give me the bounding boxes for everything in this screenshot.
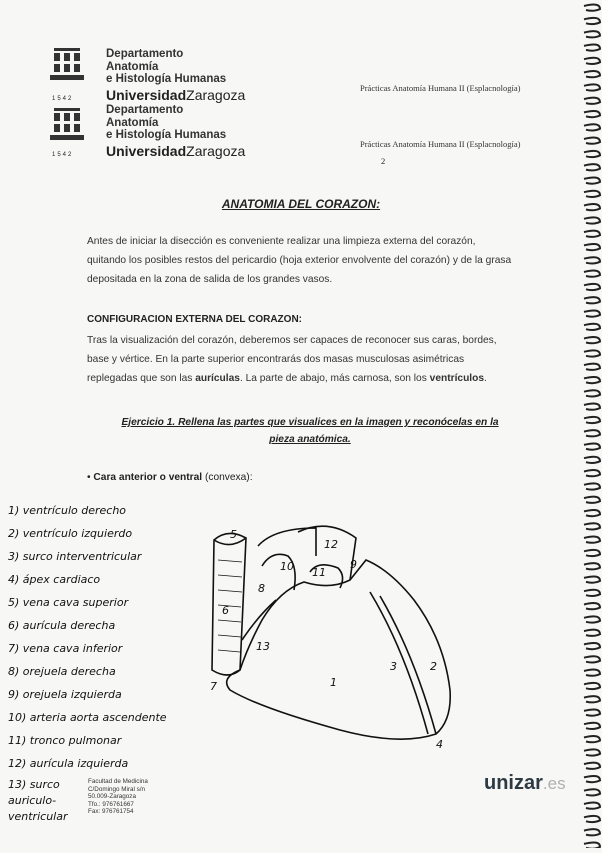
- university-logo: [46, 44, 106, 104]
- page-title: ANATOMIA DEL CORAZON:: [221, 197, 381, 211]
- spiral-binding: [582, 0, 602, 848]
- section-paragraph: Tras la visualización del corazón, deberemos ser capaces de reconocer sus caras, bordes, base y vértice. En la parte superior encontrarás dos masas musculosas asimétricas replegadas que son las aurículas. La parte de abajo, más carnosa, son los ventrículos.: [87, 335, 497, 384]
- spiral-ring: [584, 324, 600, 330]
- spiral-ring: [584, 576, 600, 582]
- spiral-ring: [584, 670, 600, 676]
- exercise-heading: Ejercicio 1. Rellena las partes que visualices en la imagen y reconócelas en la pieza anatómica.: [121, 417, 499, 445]
- answer-13-end: ventricular: [8, 810, 68, 823]
- answer-11: 11) tronco pulmonar: [8, 734, 122, 747]
- spiral-ring: [584, 111, 600, 117]
- spiral-ring: [584, 749, 600, 755]
- spiral-ring: [584, 616, 600, 622]
- diagram-label-6: 6: [222, 604, 229, 617]
- spiral-ring: [584, 443, 600, 449]
- spiral-ring: [584, 404, 600, 410]
- spiral-ring: [584, 244, 600, 250]
- spiral-ring: [584, 58, 600, 64]
- spiral-ring: [584, 483, 600, 489]
- spiral-ring: [584, 523, 600, 529]
- spiral-ring: [584, 590, 600, 596]
- diagram-label-8: 8: [258, 582, 265, 595]
- spiral-ring: [584, 390, 600, 396]
- spiral-ring: [584, 71, 600, 77]
- course-header: Prácticas Anatomía Humana II (Esplacnología): [360, 83, 521, 93]
- answer-3: 3) surco interventricular: [8, 550, 142, 563]
- spiral-ring: [584, 284, 600, 290]
- spiral-ring: [584, 696, 600, 702]
- spiral-ring: [584, 736, 600, 742]
- department-block-repeat: Departamento Anatomía e Histología Humanas UniversidadZaragoza: [106, 104, 246, 159]
- spiral-ring: [584, 231, 600, 237]
- spiral-ring: [584, 44, 600, 50]
- university-name: UniversidadZaragoza: [106, 86, 246, 103]
- diagram-label-10: 10: [280, 560, 294, 573]
- logo-year-repeat: 1542: [52, 152, 74, 158]
- answer-4: 4) ápex cardiaco: [8, 573, 101, 586]
- answer-8: 8) orejuela derecha: [8, 665, 116, 678]
- bullet-cara-anterior: • Cara anterior o ventral (convexa):: [87, 472, 253, 483]
- diagram-label-5: 5: [230, 528, 237, 541]
- unizar-brand: unizar.es: [484, 772, 566, 794]
- spiral-ring: [584, 204, 600, 210]
- spiral-ring: [584, 164, 600, 170]
- spiral-ring: [584, 5, 600, 11]
- diagram-label-13: 13: [256, 640, 270, 653]
- answer-1: 1) ventrículo derecho: [8, 504, 127, 517]
- spiral-ring: [584, 217, 600, 223]
- spiral-ring: [584, 563, 600, 569]
- spiral-ring: [584, 417, 600, 423]
- spiral-ring: [584, 310, 600, 316]
- spiral-ring: [584, 537, 600, 543]
- spiral-ring: [584, 497, 600, 503]
- answer-10: 10) arteria aorta ascendente: [8, 711, 167, 724]
- spiral-ring: [584, 18, 600, 24]
- diagram-label-11: 11: [312, 566, 326, 579]
- spiral-ring: [584, 643, 600, 649]
- spiral-ring: [584, 723, 600, 729]
- answer-13: 13) surco: [8, 778, 60, 791]
- answer-12: 12) aurícula izquierda: [8, 757, 129, 770]
- spiral-ring: [584, 124, 600, 130]
- department-block: Departamento Anatomía e Histología Humanas UniversidadZaragoza: [106, 48, 246, 103]
- spiral-ring: [584, 177, 600, 183]
- footer-address: Facultad de Medicina C/Domingo Miral s/n 50.009-Zaragoza Tfo.: 976761667 Fax: 976761754: [88, 778, 148, 816]
- spiral-ring: [584, 457, 600, 463]
- spiral-ring: [584, 31, 600, 37]
- spiral-ring: [584, 377, 600, 383]
- diagram-label-3: 3: [390, 660, 397, 673]
- spiral-ring: [584, 603, 600, 609]
- spiral-ring: [584, 842, 600, 848]
- spiral-ring: [584, 191, 600, 197]
- heart-diagram: [200, 520, 460, 760]
- diagram-label-9: 9: [350, 558, 357, 571]
- diagram-label-4: 4: [436, 738, 443, 751]
- spiral-ring: [584, 337, 600, 343]
- diagram-label-1: 1: [330, 676, 337, 689]
- spiral-ring: [584, 776, 600, 782]
- answer-2: 2) ventrículo izquierdo: [8, 527, 133, 540]
- spiral-ring: [584, 510, 600, 516]
- spiral-ring: [584, 470, 600, 476]
- spiral-ring: [584, 816, 600, 822]
- spiral-ring: [584, 803, 600, 809]
- logo-year: 1542: [52, 96, 74, 102]
- spiral-ring: [584, 430, 600, 436]
- answer-6: 6) aurícula derecha: [8, 619, 116, 632]
- spiral-ring: [584, 151, 600, 157]
- spiral-ring: [584, 789, 600, 795]
- answer-5: 5) vena cava superior: [8, 596, 129, 609]
- spiral-ring: [584, 271, 600, 277]
- spiral-ring: [584, 656, 600, 662]
- spiral-ring: [584, 364, 600, 370]
- answer-9: 9) orejuela izquierda: [8, 688, 122, 701]
- spiral-ring: [584, 763, 600, 769]
- diagram-label-12: 12: [324, 538, 338, 551]
- course-header-repeat: Prácticas Anatomía Humana II (Esplacnología): [360, 139, 521, 149]
- spiral-ring: [584, 350, 600, 356]
- diagram-label-7: 7: [210, 680, 217, 693]
- spiral-ring: [584, 98, 600, 104]
- intro-paragraph: Antes de iniciar la disección es conveniente realizar una limpieza externa del corazón, quitando los posibles restos del pericardio (hoja exterior envolvente del corazón) y de la grasa depositada en la zona de salida de los grandes vasos.: [87, 236, 512, 285]
- page-number: 2: [381, 156, 386, 166]
- spiral-ring: [584, 550, 600, 556]
- answer-7: 7) vena cava inferior: [8, 642, 123, 655]
- section-heading: CONFIGURACION EXTERNA DEL CORAZON:: [87, 314, 302, 325]
- spiral-ring: [584, 297, 600, 303]
- heart-drawing: [200, 520, 460, 755]
- spiral-ring: [584, 829, 600, 835]
- answer-13-cont: auriculo-: [8, 794, 57, 807]
- spiral-ring: [584, 709, 600, 715]
- spiral-ring: [584, 257, 600, 263]
- diagram-label-2: 2: [430, 660, 437, 673]
- spiral-ring: [584, 84, 600, 90]
- spiral-ring: [584, 630, 600, 636]
- spiral-ring: [584, 138, 600, 144]
- university-name-repeat: UniversidadZaragoza: [106, 142, 246, 159]
- spiral-ring: [584, 683, 600, 689]
